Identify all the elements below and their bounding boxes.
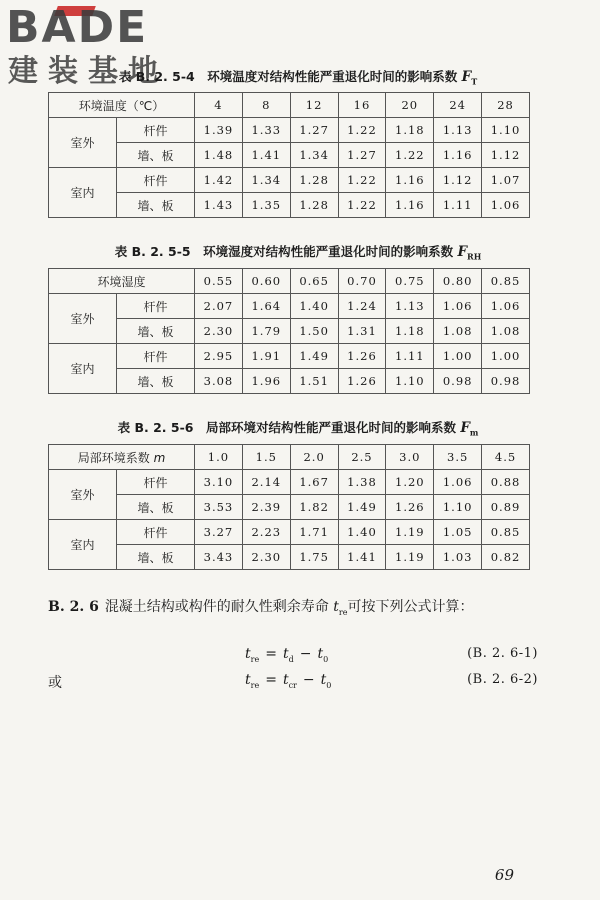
table-cell: 2.07 — [195, 294, 243, 319]
table-cell: 0.82 — [482, 545, 530, 570]
table-cell: 1.05 — [434, 520, 482, 545]
table-cell: 1.91 — [242, 344, 290, 369]
header-symbol: m — [153, 450, 166, 465]
member-type-label: 杆件 — [117, 118, 195, 143]
group-label: 室内 — [49, 344, 117, 394]
column-header: 4 — [195, 93, 243, 118]
table-cell: 1.06 — [482, 193, 530, 218]
formula-2 — [48, 672, 538, 696]
member-type-label: 墙、板 — [117, 495, 195, 520]
table-cell: 1.03 — [434, 545, 482, 570]
member-type-label: 墙、板 — [117, 143, 195, 168]
formula-1 — [48, 646, 538, 670]
section-variable: $t_{re}$ — [333, 599, 348, 617]
table-cell: 1.35 — [242, 193, 290, 218]
table-cell: 1.40 — [338, 520, 386, 545]
table-cell: 0.98 — [482, 369, 530, 394]
table-cell: 1.19 — [386, 545, 434, 570]
column-header: 0.80 — [434, 269, 482, 294]
table-cell: 1.12 — [434, 168, 482, 193]
table-row — [49, 495, 530, 520]
table-row — [49, 319, 530, 344]
column-header: 2.5 — [338, 445, 386, 470]
table-cell: 1.11 — [386, 344, 434, 369]
table2-caption — [48, 243, 548, 266]
column-header: 1.5 — [242, 445, 290, 470]
header-row — [49, 445, 530, 470]
table-cell: 1.16 — [386, 193, 434, 218]
member-type-label: 墙、板 — [117, 319, 195, 344]
table-cell: 1.00 — [434, 344, 482, 369]
table-cell: 1.22 — [338, 168, 386, 193]
table-cell: 1.41 — [338, 545, 386, 570]
section-text-before: 混凝土结构或构件的耐久性剩余寿命 — [104, 599, 329, 615]
table-row — [49, 520, 530, 545]
table3-symbol: $F_m$ — [460, 420, 479, 438]
table-cell: 1.20 — [386, 470, 434, 495]
table-cell: 1.22 — [338, 193, 386, 218]
group-label: 室外 — [49, 118, 117, 168]
member-type-label: 杆件 — [117, 294, 195, 319]
table-cell: 0.85 — [482, 520, 530, 545]
table1-symbol: $F_T$ — [461, 69, 478, 87]
table-row — [49, 545, 530, 570]
member-type-label: 杆件 — [117, 470, 195, 495]
group-label: 室外 — [49, 470, 117, 520]
table-cell: 1.82 — [290, 495, 338, 520]
table-cell: 2.14 — [242, 470, 290, 495]
column-header: 0.75 — [386, 269, 434, 294]
table2-symbol: $F_{RH}$ — [457, 244, 482, 262]
table-row — [49, 470, 530, 495]
table-cell: 3.27 — [195, 520, 243, 545]
formula-prefix: 或 — [48, 675, 62, 691]
table-cell: 1.22 — [386, 143, 434, 168]
table-cell: 1.18 — [386, 118, 434, 143]
member-type-label: 杆件 — [117, 168, 195, 193]
page-number: 69 — [494, 866, 514, 884]
section-text-after: 可按下列公式计算： — [347, 599, 474, 615]
column-header: 2.0 — [290, 445, 338, 470]
table-cell: 1.96 — [242, 369, 290, 394]
table-cell: 1.16 — [386, 168, 434, 193]
table-row — [49, 369, 530, 394]
table-cell: 1.28 — [290, 193, 338, 218]
table-cell: 1.75 — [290, 545, 338, 570]
table-cell: 1.79 — [242, 319, 290, 344]
group-label: 室内 — [49, 520, 117, 570]
column-header: 0.65 — [290, 269, 338, 294]
member-type-label: 墙、板 — [117, 369, 195, 394]
table-row — [49, 143, 530, 168]
column-header: 0.85 — [482, 269, 530, 294]
table-cell: 1.00 — [482, 344, 530, 369]
column-header: 0.60 — [242, 269, 290, 294]
table-cell: 1.49 — [338, 495, 386, 520]
table-cell: 1.41 — [242, 143, 290, 168]
table-cell: 1.10 — [482, 118, 530, 143]
group-label: 室外 — [49, 294, 117, 344]
table3-caption-text: 表 B. 2. 5-6 局部环境对结构性能严重退化时间的影响系数 — [117, 420, 456, 435]
column-header: 28 — [482, 93, 530, 118]
group-label: 室内 — [49, 168, 117, 218]
table-row — [49, 294, 530, 319]
table-cell: 1.33 — [242, 118, 290, 143]
formula-number: (B. 2. 6-2) — [467, 672, 538, 687]
column-header: 1.0 — [195, 445, 243, 470]
column-header: 8 — [242, 93, 290, 118]
formula-expression: $t_{re} = t_{cr} - t_0$ — [245, 672, 332, 690]
table-cell: 1.42 — [195, 168, 243, 193]
table-cell: 2.23 — [242, 520, 290, 545]
section-b-2-6-paragraph — [48, 594, 548, 626]
column-header: 0.55 — [195, 269, 243, 294]
table3-local-environment-coefficients — [48, 444, 530, 570]
table-cell: 1.07 — [482, 168, 530, 193]
table1-caption — [48, 68, 548, 91]
member-type-label: 墙、板 — [117, 193, 195, 218]
table-cell: 1.12 — [482, 143, 530, 168]
table-cell: 0.88 — [482, 470, 530, 495]
member-type-label: 杆件 — [117, 520, 195, 545]
member-type-label: 墙、板 — [117, 545, 195, 570]
table-row — [49, 118, 530, 143]
table-cell: 1.38 — [338, 470, 386, 495]
header-label: 局部环境系数 m — [49, 445, 195, 470]
table-cell: 1.31 — [338, 319, 386, 344]
header-label: 环境温度（℃） — [49, 93, 195, 118]
table-cell: 1.40 — [290, 294, 338, 319]
table-cell: 1.24 — [338, 294, 386, 319]
table-cell: 3.08 — [195, 369, 243, 394]
table2-humidity-coefficients — [48, 268, 530, 394]
header-row — [49, 269, 530, 294]
column-header: 3.5 — [434, 445, 482, 470]
table-cell: 1.26 — [338, 369, 386, 394]
table-cell: 1.18 — [386, 319, 434, 344]
table-cell: 2.39 — [242, 495, 290, 520]
table2-caption-text: 表 B. 2. 5-5 环境湿度对结构性能严重退化时间的影响系数 — [114, 244, 454, 259]
table-cell: 1.26 — [338, 344, 386, 369]
table-cell: 1.06 — [434, 294, 482, 319]
table-cell: 1.34 — [290, 143, 338, 168]
column-header: 24 — [434, 93, 482, 118]
formula-expression: $t_{re} = t_d - t_0$ — [245, 646, 329, 664]
table-cell: 1.26 — [386, 495, 434, 520]
table-cell: 1.48 — [195, 143, 243, 168]
header-label: 环境湿度 — [49, 269, 195, 294]
table-cell: 1.49 — [290, 344, 338, 369]
table-cell: 1.51 — [290, 369, 338, 394]
table-cell: 1.13 — [386, 294, 434, 319]
table-cell: 1.19 — [386, 520, 434, 545]
table-row — [49, 344, 530, 369]
table-cell: 1.10 — [386, 369, 434, 394]
table-cell: 1.08 — [482, 319, 530, 344]
table-cell: 1.67 — [290, 470, 338, 495]
watermark-brand: BADE — [6, 2, 149, 53]
table-cell: 1.11 — [434, 193, 482, 218]
table-cell: 1.39 — [195, 118, 243, 143]
table-cell: 1.10 — [434, 495, 482, 520]
table-cell: 1.64 — [242, 294, 290, 319]
table-cell: 1.27 — [338, 143, 386, 168]
table-row — [49, 193, 530, 218]
section-label: B. 2. 6 — [48, 599, 99, 615]
table-cell: 1.16 — [434, 143, 482, 168]
table-cell: 1.43 — [195, 193, 243, 218]
header-row — [49, 93, 530, 118]
table-cell: 3.53 — [195, 495, 243, 520]
table-row — [49, 168, 530, 193]
table1-temperature-coefficients — [48, 92, 530, 218]
column-header: 20 — [386, 93, 434, 118]
table-cell: 3.43 — [195, 545, 243, 570]
table-cell: 1.27 — [290, 118, 338, 143]
table-cell: 2.95 — [195, 344, 243, 369]
column-header: 0.70 — [338, 269, 386, 294]
table1-caption-text: 表 B. 2. 5-4 环境温度对结构性能严重退化时间的影响系数 — [118, 69, 458, 84]
table3-caption — [48, 419, 548, 442]
table-cell: 2.30 — [242, 545, 290, 570]
column-header: 12 — [290, 93, 338, 118]
watermark-subtitle: 建装基地 — [8, 54, 168, 89]
table-cell: 1.50 — [290, 319, 338, 344]
table-cell: 1.08 — [434, 319, 482, 344]
table-cell: 1.06 — [482, 294, 530, 319]
table-cell: 1.22 — [338, 118, 386, 143]
table-cell: 1.28 — [290, 168, 338, 193]
table-cell: 1.13 — [434, 118, 482, 143]
formula-number: (B. 2. 6-1) — [467, 646, 538, 661]
table-cell: 1.06 — [434, 470, 482, 495]
column-header: 16 — [338, 93, 386, 118]
column-header: 3.0 — [386, 445, 434, 470]
table-cell: 3.10 — [195, 470, 243, 495]
column-header: 4.5 — [482, 445, 530, 470]
table-cell: 0.89 — [482, 495, 530, 520]
table-cell: 1.71 — [290, 520, 338, 545]
member-type-label: 杆件 — [117, 344, 195, 369]
table-cell: 2.30 — [195, 319, 243, 344]
table-cell: 1.34 — [242, 168, 290, 193]
table-cell: 0.98 — [434, 369, 482, 394]
